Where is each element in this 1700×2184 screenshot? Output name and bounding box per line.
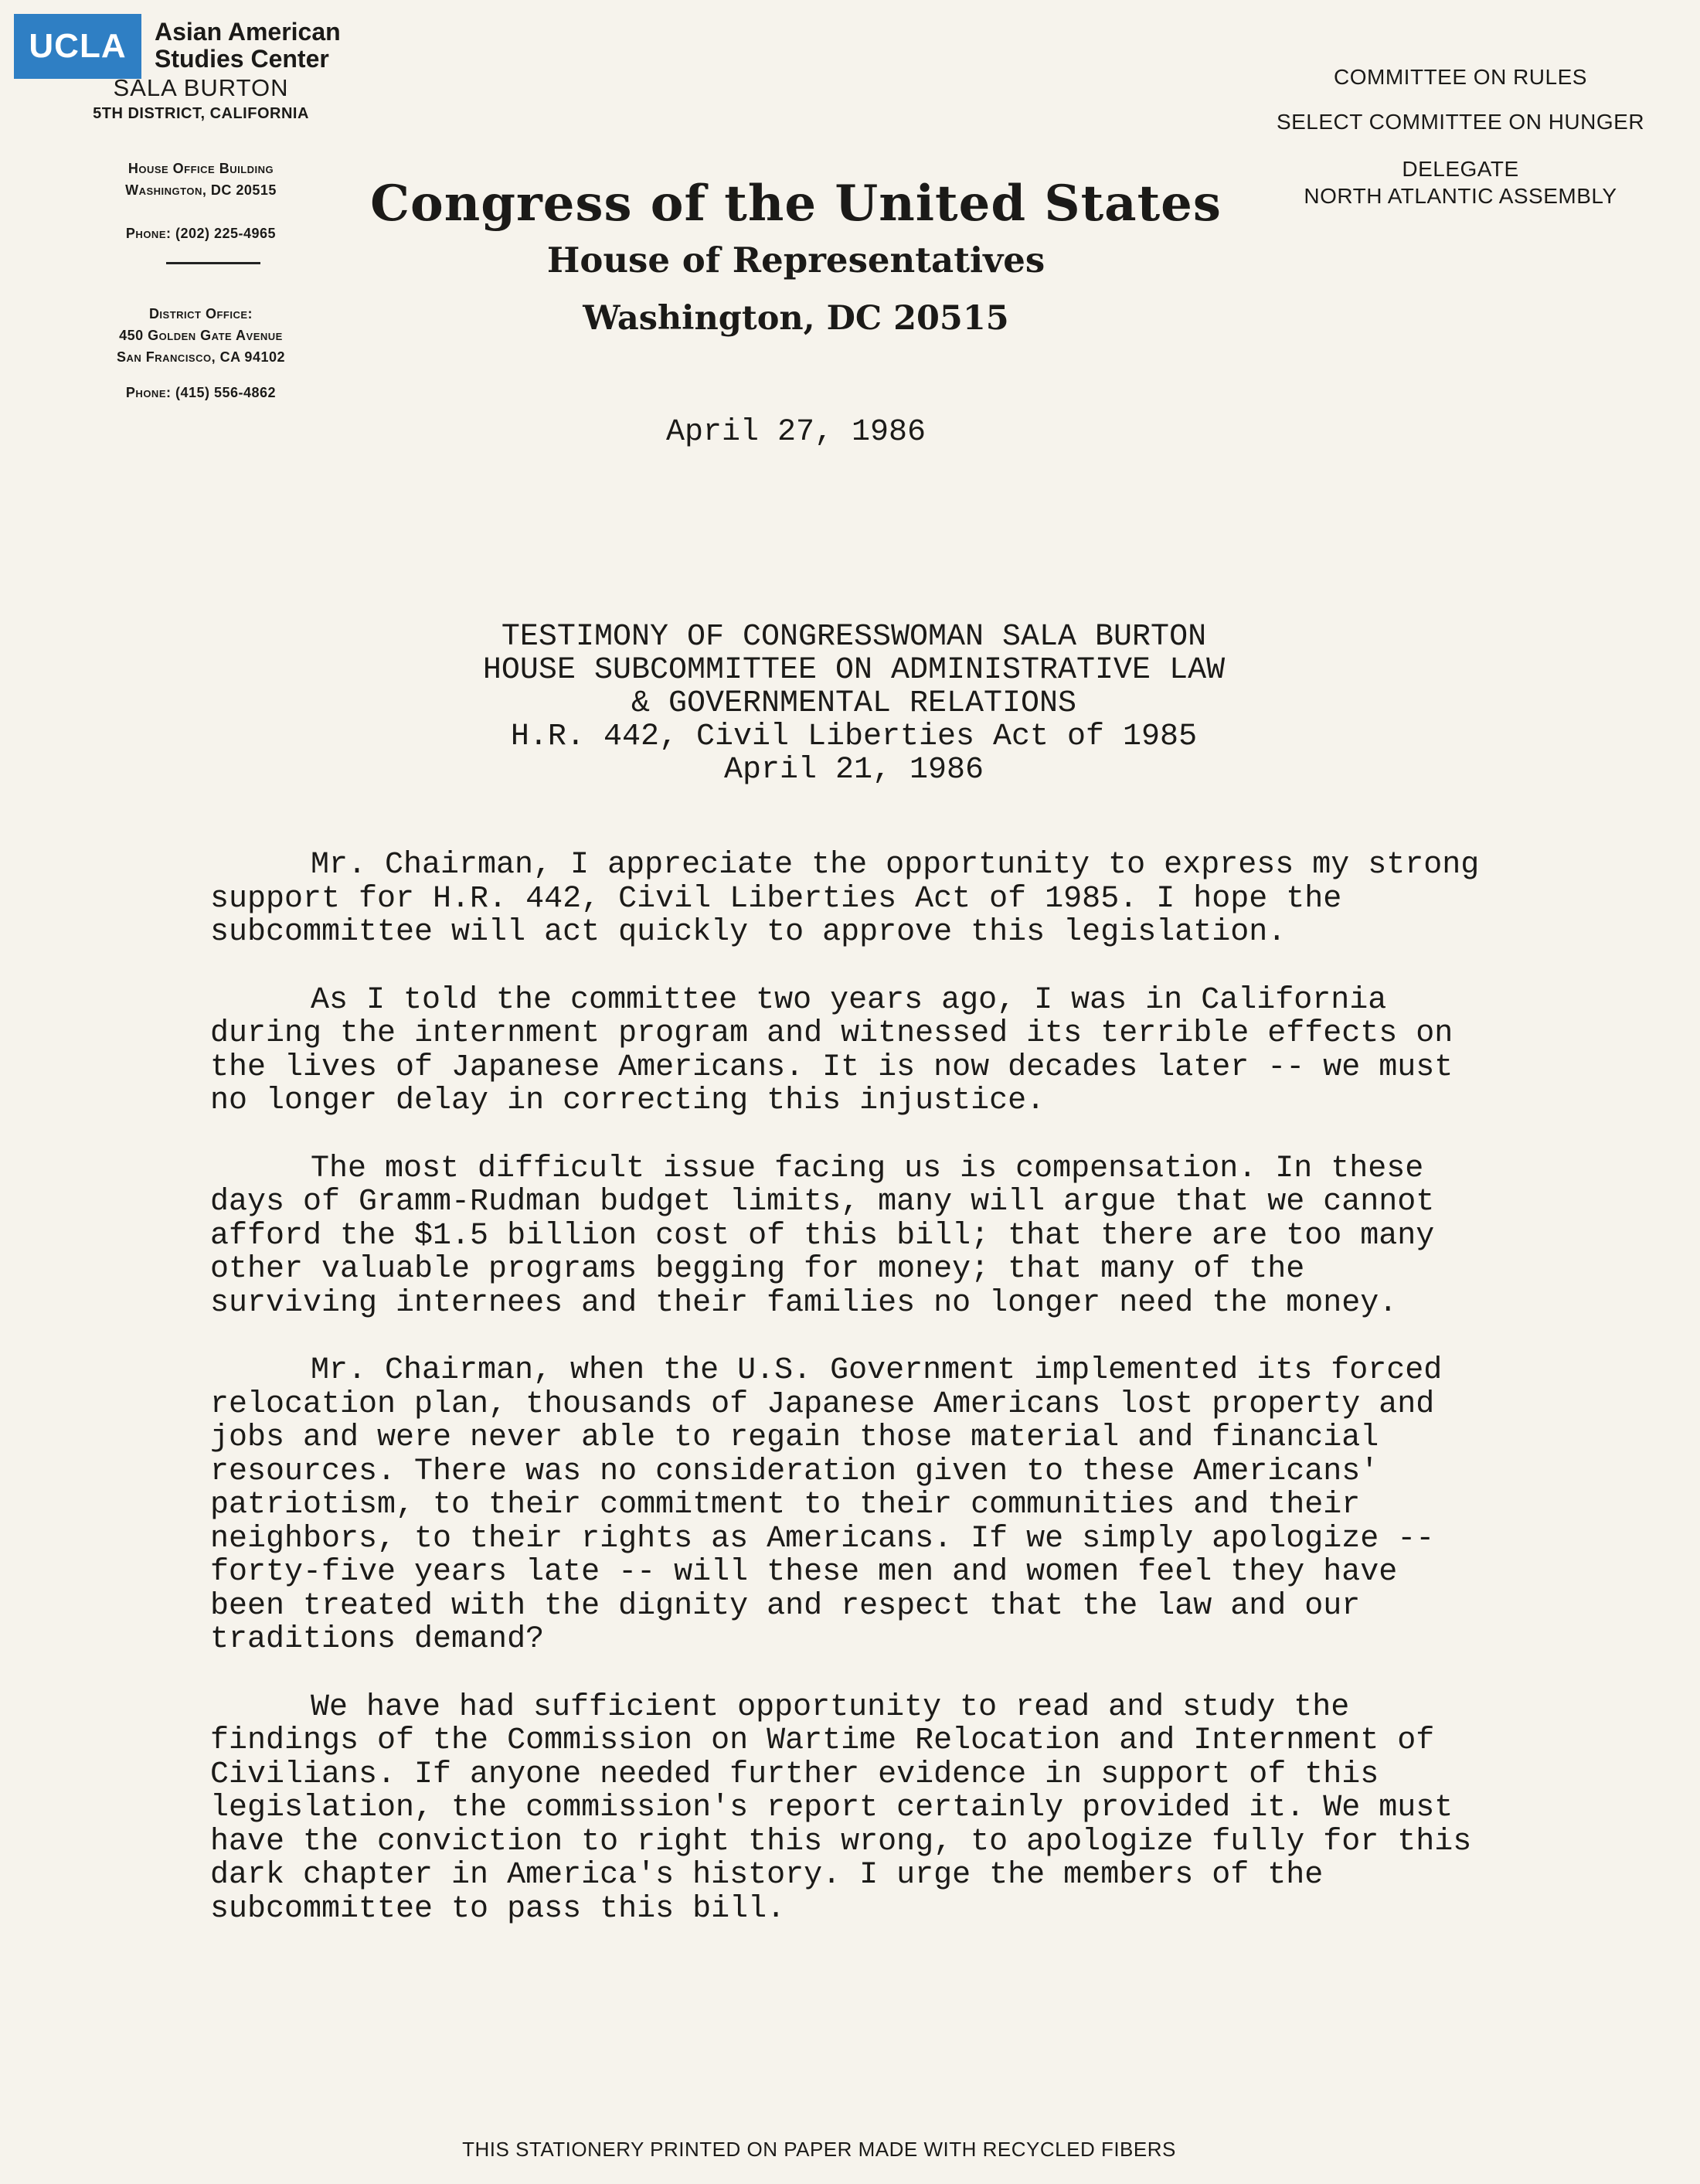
masthead-congress: Congress of the United States (370, 175, 1222, 233)
footer-note: THIS STATIONERY PRINTED ON PAPER MADE WITH RECYCLED FIBERS (462, 2138, 1176, 2161)
committee-hunger: SELECT COMMITTEE ON HUNGER (1276, 110, 1645, 134)
committee-rules: COMMITTEE ON RULES (1334, 65, 1587, 89)
district-address: 450 Golden Gate Avenue (119, 328, 283, 343)
letter-date: April 27, 1986 (665, 415, 926, 450)
paragraph: Mr. Chairman, when the U.S. Government implemented its forced relocation plan, thousands of Japanese Americans lost property and jobs and were never able to regain those material and financial resources. There was no consideration given to these Americans' patriotism, to their commitment to their communities and their neighbors, to their rights as Americans. If we simply apologize -- forty-five years late -- will these men and women feel they have been treated with the dignity and respect that the law and our traditions demand? (210, 1353, 1443, 1657)
office-building: House Office Building (128, 161, 274, 176)
ucla-logo: UCLA (14, 14, 141, 79)
heading-line: H.R. 442, Civil Liberties Act of 1985 (510, 719, 1198, 754)
district-city: San Francisco, CA 94102 (116, 349, 285, 365)
office-city: Washington, DC 20515 (125, 182, 277, 198)
delegate-label: DELEGATE (1402, 157, 1519, 181)
washington-phone: Phone: (202) 225-4965 (125, 226, 277, 241)
member-name: SALA BURTON (113, 74, 289, 101)
masthead-city: Washington, DC 20515 (583, 299, 1009, 338)
member-district: 5TH DISTRICT, CALIFORNIA (93, 105, 309, 122)
district-office-label: District Office: (148, 306, 253, 321)
delegate-assembly: NORTH ATLANTIC ASSEMBLY (1304, 184, 1617, 208)
masthead-house: House of Representatives (546, 240, 1046, 281)
paragraph: Mr. Chairman, I appreciate the opportunity to express my strong support for H.R. 442, Civil Liberties Act of 1985. I hope the subcommittee will act quickly to approve this legislation. (210, 848, 1480, 950)
heading-line: HOUSE SUBCOMMITTEE ON ADMINISTRATIVE LAW (482, 653, 1226, 688)
testimony-heading (4, 621, 1700, 787)
district-phone: Phone: (415) 556-4862 (125, 385, 277, 400)
paragraph: The most difficult issue facing us is compensation. In these days of Gramm-Rudman budget limits, many will argue that we cannot afford the $1.5 billion cost of this bill; that there are too many other valuable programs begging for money; that many of the surviving internees and their families no longer need the money. (210, 1151, 1435, 1321)
heading-line: & GOVERNMENTAL RELATIONS (631, 686, 1077, 721)
org-name-line1: Asian American (155, 18, 341, 46)
paragraph: As I told the committee two years ago, I was in California during the internment program and witnessed its terrible effects on the lives of Japanese Americans. It is now decades later -- we must no longer delay in correcting this injustice. (210, 982, 1454, 1118)
letter-body (210, 849, 1624, 1960)
org-name (155, 19, 355, 73)
heading-line: TESTIMONY OF CONGRESSWOMAN SALA BURTON (501, 620, 1207, 655)
heading-line: April 21, 1986 (723, 753, 984, 788)
paragraph: We have had sufficient opportunity to read and study the findings of the Commission on Wartime Relocation and Internment of Civilians. If anyone needed further evidence in support of this legislation, the commission's report certainly provided it. We must have the conviction to right this wrong, to apologize fully for this dark chapter in America's history. I urge the members of the subcommittee to pass this bill. (210, 1689, 1472, 1927)
org-name-line2: Studies Center (155, 45, 329, 73)
